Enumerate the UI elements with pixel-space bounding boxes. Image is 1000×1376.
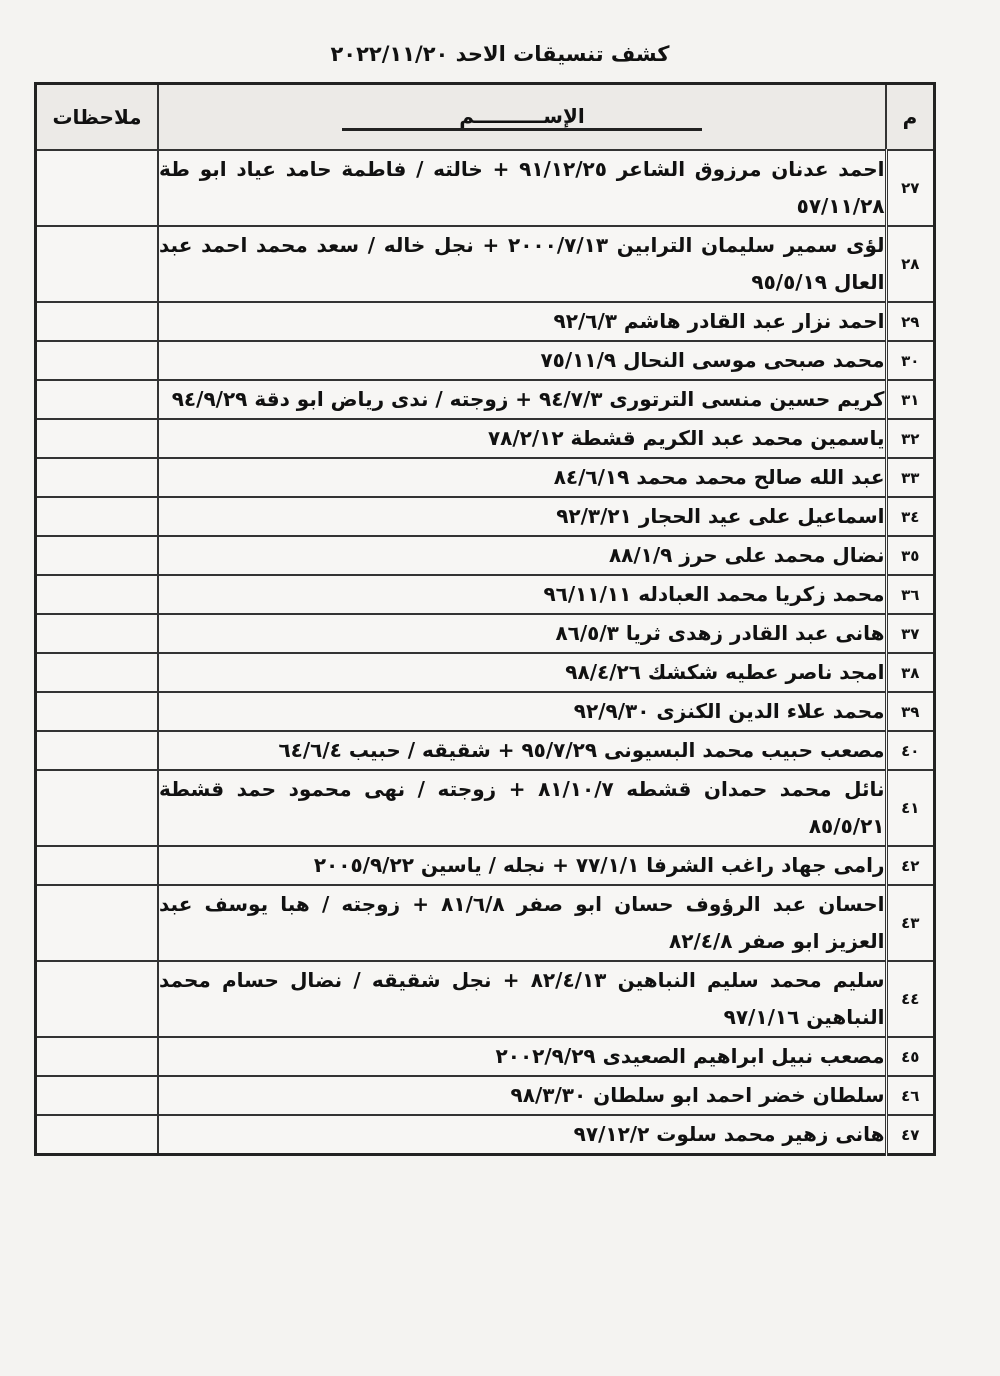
- row-notes: [36, 302, 159, 341]
- table-row: [36, 1037, 935, 1076]
- row-name: امجد ناصر عطيه شكشك ٩٨/٤/٢٦: [158, 653, 886, 692]
- row-notes: [36, 458, 159, 497]
- row-number: ٣٦: [886, 575, 935, 614]
- row-notes: [36, 1037, 159, 1076]
- records-table: [34, 82, 936, 1156]
- row-number: ٤٣: [886, 885, 935, 961]
- header-name-label: الإســــــــــم: [342, 104, 702, 131]
- row-name: كريم حسين منسى الترتورى ٩٤/٧/٣ + زوجته / ندى رياض ابو دقة ٩٤/٩/٢٩: [158, 380, 886, 419]
- table-row: [36, 1076, 935, 1115]
- row-name: هانى زهير محمد سلوت ٩٧/١٢/٢: [158, 1115, 886, 1155]
- table-row: [36, 536, 935, 575]
- header-notes: ملاحظات: [36, 84, 159, 151]
- row-number: ٢٨: [886, 226, 935, 302]
- row-number: ٤٤: [886, 961, 935, 1037]
- row-notes: [36, 653, 159, 692]
- row-number: ٤٢: [886, 846, 935, 885]
- row-name: مصعب حبيب محمد البسيونى ٩٥/٧/٢٩ + شقيقه / حبيب ٦٤/٦/٤: [158, 731, 886, 770]
- table-row: [36, 1115, 935, 1155]
- row-number: ٣١: [886, 380, 935, 419]
- row-name: احمد عدنان مرزوق الشاعر ٩١/١٢/٢٥ + خالته / فاطمة حامد عياد ابو طة ٥٧/١١/٢٨: [158, 150, 886, 226]
- row-notes: [36, 380, 159, 419]
- row-notes: [36, 497, 159, 536]
- row-number: ٣٣: [886, 458, 935, 497]
- table-row: [36, 575, 935, 614]
- row-notes: [36, 1076, 159, 1115]
- row-number: ٣٩: [886, 692, 935, 731]
- row-number: ٤٥: [886, 1037, 935, 1076]
- row-name: لؤى سمير سليمان الترابين ٢٠٠٠/٧/١٣ + نجل خاله / سعد محمد احمد عبد العال ٩٥/٥/١٩: [158, 226, 886, 302]
- row-notes: [36, 846, 159, 885]
- row-name: اسماعيل على عيد الحجار ٩٢/٣/٢١: [158, 497, 886, 536]
- table-row: [36, 961, 935, 1037]
- row-name: سليم محمد سليم النباهين ٨٢/٤/١٣ + نجل شقيقه / نضال حسام محمد النباهين ٩٧/١/١٦: [158, 961, 886, 1037]
- row-notes: [36, 961, 159, 1037]
- table-body: [36, 150, 935, 1155]
- row-number: ٤٧: [886, 1115, 935, 1155]
- table-row: [36, 458, 935, 497]
- row-name: احمد نزار عبد القادر هاشم ٩٢/٦/٣: [158, 302, 886, 341]
- table-row: [36, 226, 935, 302]
- table-row: [36, 846, 935, 885]
- row-name: نضال محمد على حرز ٨٨/١/٩: [158, 536, 886, 575]
- row-name: احسان عبد الرؤوف حسان ابو صفر ٨١/٦/٨ + زوجته / هبا يوسف عبد العزيز ابو صفر ٨٢/٤/٨: [158, 885, 886, 961]
- table-row: [36, 341, 935, 380]
- row-notes: [36, 885, 159, 961]
- row-notes: [36, 226, 159, 302]
- table-row: [36, 419, 935, 458]
- row-notes: [36, 341, 159, 380]
- row-name: نائل محمد حمدان قشطه ٨١/١٠/٧ + زوجته / نهى محمود حمد قشطة ٨٥/٥/٢١: [158, 770, 886, 846]
- row-notes: [36, 731, 159, 770]
- row-number: ٣٥: [886, 536, 935, 575]
- row-number: ٢٩: [886, 302, 935, 341]
- row-notes: [36, 1115, 159, 1155]
- table-header-row: [36, 84, 935, 151]
- table-row: [36, 653, 935, 692]
- header-num: م: [886, 84, 935, 151]
- row-name: محمد زكريا محمد العبادله ٩٦/١١/١١: [158, 575, 886, 614]
- row-name: سلطان خضر احمد ابو سلطان ٩٨/٣/٣٠: [158, 1076, 886, 1115]
- row-number: ٣٤: [886, 497, 935, 536]
- table-row: [36, 692, 935, 731]
- table-row: [36, 302, 935, 341]
- row-number: ٤١: [886, 770, 935, 846]
- table-row: [36, 497, 935, 536]
- row-name: محمد علاء الدين الكنزى ٩٢/٩/٣٠: [158, 692, 886, 731]
- row-notes: [36, 692, 159, 731]
- table-row: [36, 885, 935, 961]
- row-number: ٣٠: [886, 341, 935, 380]
- row-number: ٤٠: [886, 731, 935, 770]
- table-row: [36, 614, 935, 653]
- row-notes: [36, 419, 159, 458]
- row-number: ٤٦: [886, 1076, 935, 1115]
- table-row: [36, 150, 935, 226]
- row-name: هانى عبد القادر زهدى ثريا ٨٦/٥/٣: [158, 614, 886, 653]
- row-name: مصعب نبيل ابراهيم الصعيدى ٢٠٠٢/٩/٢٩: [158, 1037, 886, 1076]
- row-name: رامى جهاد راغب الشرفا ٧٧/١/١ + نجله / ياسين ٢٠٠٥/٩/٢٢: [158, 846, 886, 885]
- row-notes: [36, 150, 159, 226]
- row-notes: [36, 575, 159, 614]
- table-row: [36, 770, 935, 846]
- row-name: عبد الله صالح محمد محمد ٨٤/٦/١٩: [158, 458, 886, 497]
- document-title: كشف تنسيقات الاحد ٢٠٢٢/١١/٢٠: [330, 42, 670, 66]
- row-notes: [36, 614, 159, 653]
- row-number: ٣٨: [886, 653, 935, 692]
- table-row: [36, 731, 935, 770]
- row-number: ٣٧: [886, 614, 935, 653]
- row-number: ٢٧: [886, 150, 935, 226]
- row-name: محمد صبحى موسى النحال ٧٥/١١/٩: [158, 341, 886, 380]
- row-number: ٣٢: [886, 419, 935, 458]
- table-row: [36, 380, 935, 419]
- row-name: ياسمين محمد عبد الكريم قشطة ٧٨/٢/١٢: [158, 419, 886, 458]
- row-notes: [36, 536, 159, 575]
- row-notes: [36, 770, 159, 846]
- header-name: [158, 84, 886, 151]
